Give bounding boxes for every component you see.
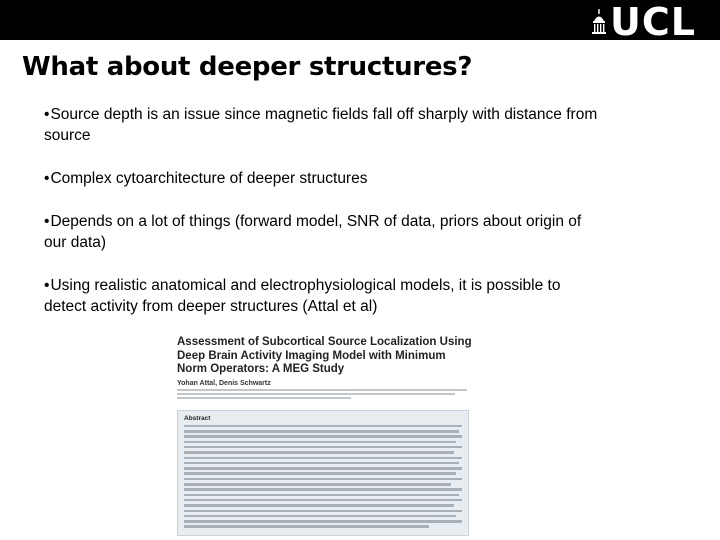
logo-text: UCL (610, 0, 696, 44)
paper-authors: Yohan Attal, Denis Schwartz (177, 379, 271, 387)
bullet-list (44, 104, 604, 339)
abstract-text (184, 425, 462, 528)
bullet-item: •Using realistic anatomical and electrophysiological models, it is possible to detect activity from deeper structures (Attal et al) (44, 277, 561, 315)
header-bar (0, 0, 720, 44)
bullet-item: •Depends on a lot of things (forward model, SNR of data, priors about origin of our data) (44, 213, 582, 251)
paper-title: Assessment of Subcortical Source Localization Using Deep Brain Activity Imaging Model with Minimum Norm Operators: A MEG Study (177, 336, 472, 375)
portico-dome-icon (592, 9, 606, 35)
bullet-text: Using realistic anatomical and electrophysiological models, it is possible to detect activity from deeper structures (Attal et al) (44, 277, 561, 315)
paper-affiliations (177, 389, 467, 403)
abstract-box (177, 410, 469, 536)
abstract-heading: Abstract (184, 415, 211, 422)
ucl-logo (592, 0, 696, 44)
bullet-item: •Complex cytoarchitecture of deeper structures (44, 170, 368, 187)
bullet-text: Source depth is an issue since magnetic fields fall off sharply with distance from source (44, 106, 598, 144)
paper-excerpt-image (172, 332, 472, 538)
bullet-text: Complex cytoarchitecture of deeper structures (50, 170, 368, 187)
bullet-item: •Source depth is an issue since magnetic fields fall off sharply with distance from source (44, 106, 598, 144)
bullet-text: Depends on a lot of things (forward model, SNR of data, priors about origin of our data) (44, 213, 582, 251)
slide-title: What about deeper structures? (22, 52, 473, 82)
